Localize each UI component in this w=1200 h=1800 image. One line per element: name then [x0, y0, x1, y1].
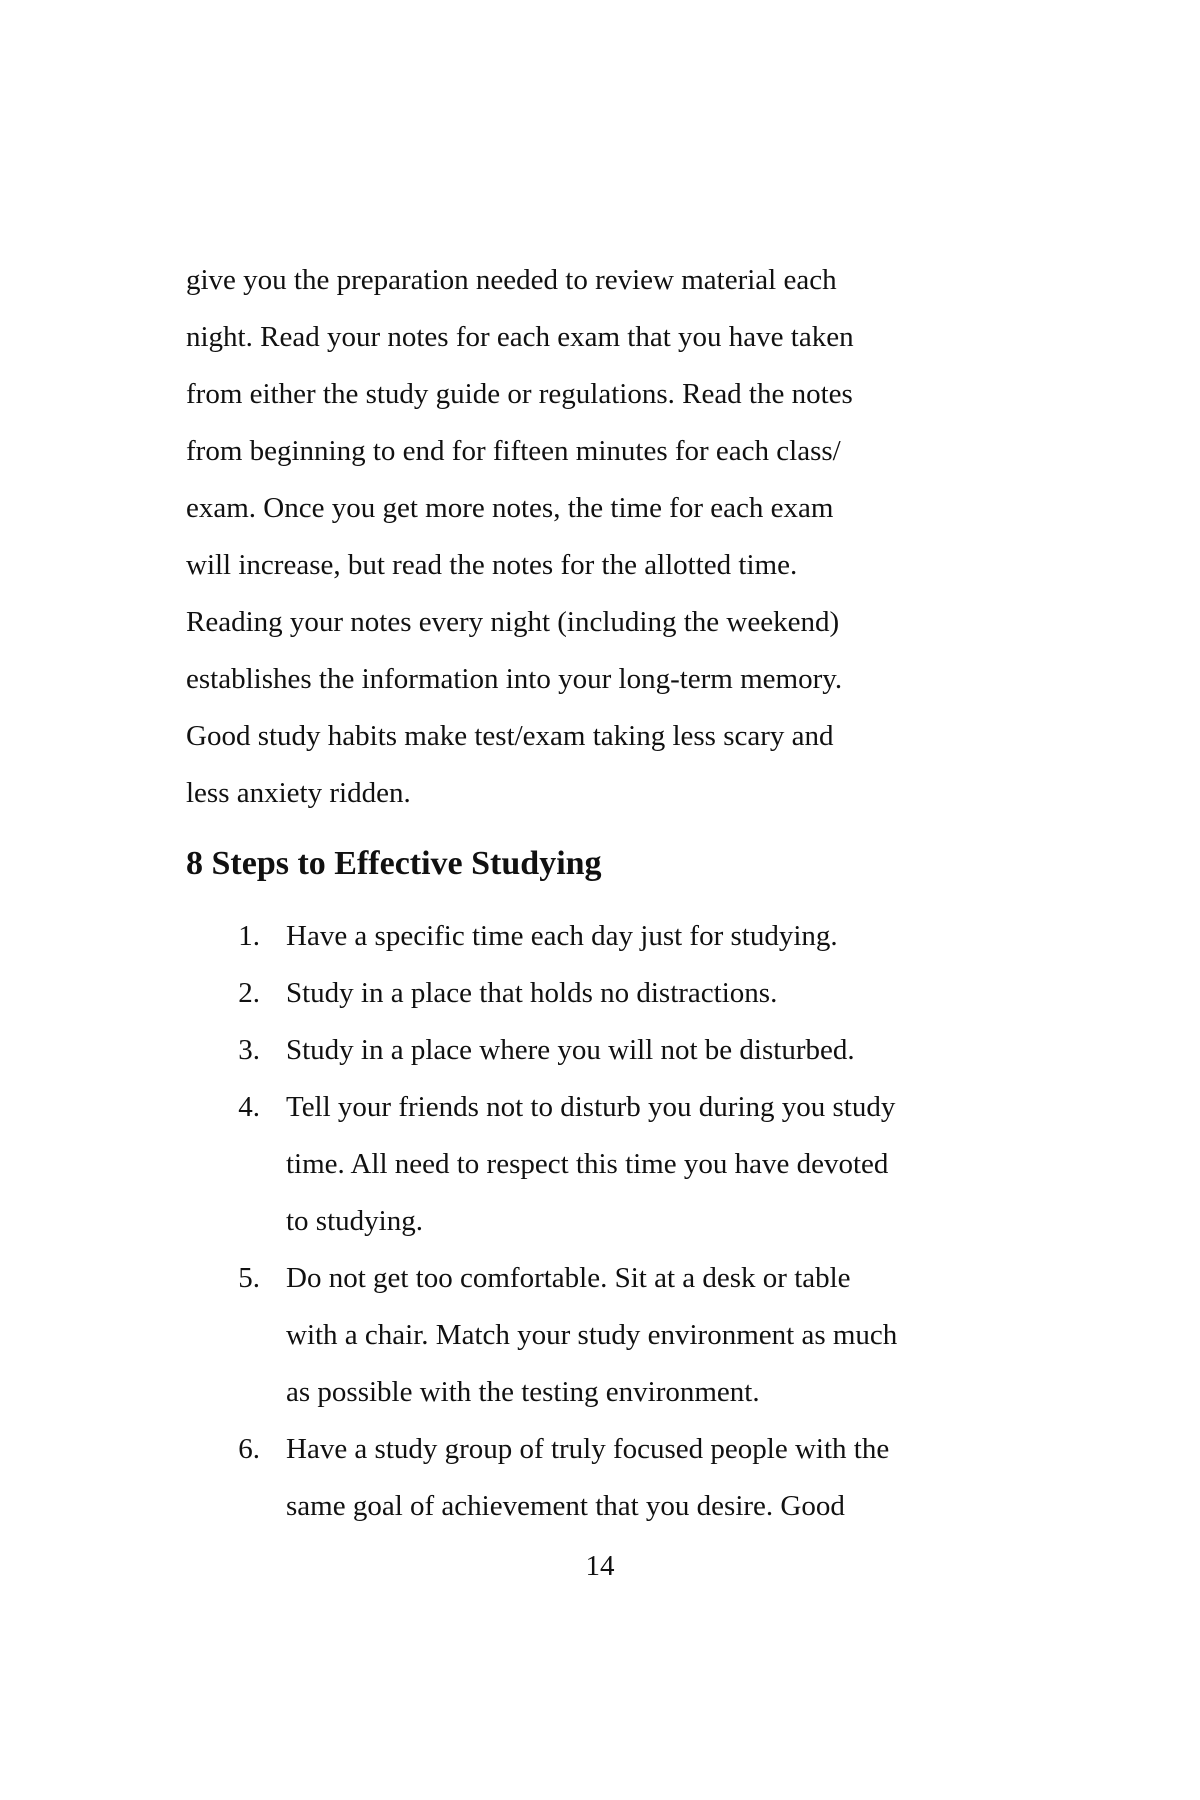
intro-paragraph: [186, 252, 1006, 822]
list-item: [186, 1250, 1006, 1421]
text-line: Reading your notes every night (including the weekend): [186, 606, 840, 638]
text-line: with a chair. Match your study environment as much: [286, 1319, 898, 1351]
text-line: Good study habits make test/exam taking less scary and: [186, 720, 834, 752]
list-item-number: 6.: [238, 1433, 260, 1465]
list-item: [186, 965, 1006, 1022]
list-item: [186, 1022, 1006, 1079]
text-line: as possible with the testing environment.: [286, 1376, 760, 1408]
page-number: 14: [585, 1550, 615, 1582]
text-line: establishes the information into your long-term memory.: [186, 663, 843, 695]
text-line: time. All need to respect this time you have devoted: [286, 1148, 889, 1180]
text-line: Have a study group of truly focused people with the: [286, 1433, 890, 1465]
list-item-text: [286, 1079, 1006, 1250]
list-item-number: 1.: [238, 920, 260, 952]
section-heading: 8 Steps to Effective Studying: [186, 845, 602, 882]
list-item-text: [286, 965, 1006, 1022]
text-line: Tell your friends not to disturb you during you study: [286, 1091, 896, 1123]
list-item: [186, 1421, 1006, 1535]
list-item-number: 5.: [238, 1262, 260, 1294]
text-line: same goal of achievement that you desire. Good: [286, 1490, 845, 1522]
steps-list: [186, 908, 1006, 1535]
list-item: [186, 1079, 1006, 1250]
text-line: to studying.: [286, 1205, 423, 1237]
text-line: will increase, but read the notes for the allotted time.: [186, 549, 798, 581]
list-item: [186, 908, 1006, 965]
list-item-text: [286, 908, 1006, 965]
list-item-number: 3.: [238, 1034, 260, 1066]
text-line: from either the study guide or regulations. Read the notes: [186, 378, 853, 410]
list-item-text: [286, 1250, 1006, 1421]
text-line: Have a specific time each day just for studying.: [286, 920, 838, 952]
text-line: from beginning to end for fifteen minutes for each class/: [186, 435, 841, 467]
page-content: [186, 252, 1006, 1535]
text-line: give you the preparation needed to review material each: [186, 264, 837, 296]
list-item-text: [286, 1421, 1006, 1535]
list-item-text: [286, 1022, 1006, 1079]
text-line: night. Read your notes for each exam that you have taken: [186, 321, 854, 353]
text-line: Study in a place that holds no distractions.: [286, 977, 778, 1009]
text-line: Do not get too comfortable. Sit at a desk or table: [286, 1262, 851, 1294]
text-line: Study in a place where you will not be disturbed.: [286, 1034, 855, 1066]
text-line: exam. Once you get more notes, the time for each exam: [186, 492, 834, 524]
text-line: less anxiety ridden.: [186, 777, 411, 809]
list-item-number: 2.: [238, 977, 260, 1009]
list-item-number: 4.: [238, 1091, 260, 1123]
